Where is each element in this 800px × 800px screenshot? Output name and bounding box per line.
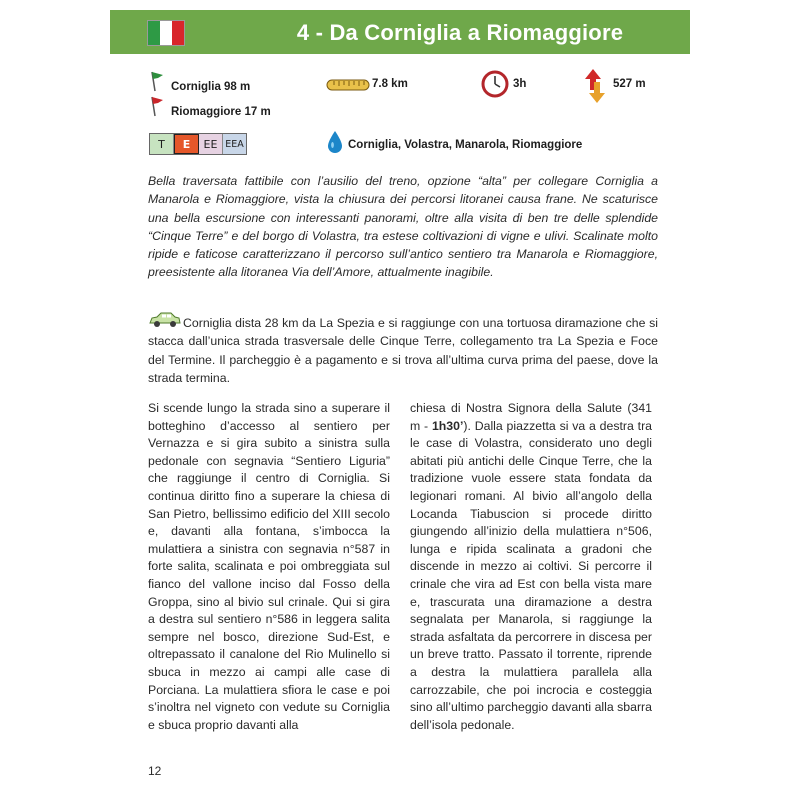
- end-point: Riomaggiore 17 m: [171, 106, 271, 118]
- chapter-title: 4 - Da Corniglia a Riomaggiore: [296, 20, 624, 45]
- walking-time: 3h: [513, 78, 527, 90]
- route-text-column-2: [410, 400, 652, 734]
- chapter-header: [110, 10, 690, 54]
- ruler-icon: [326, 78, 370, 92]
- difficulty-ee: EE: [199, 134, 223, 154]
- elevation-gain: 527 m: [613, 78, 646, 90]
- route-text-col2-part1: chiesa di Nostra Signora della Salute (341 m -: [410, 401, 652, 433]
- red-flag-icon: [148, 95, 166, 117]
- water-drop-icon: [327, 130, 343, 154]
- access-paragraph: Corniglia dista 28 km da La Spezia e si raggiunge con una tortuosa diramazione che si stacca dall’unica strada trasversale delle Cinque Terre, collegamento tra La Spezia e Foce del Termine. Il parcheggio è a pagamento e si trova all’ultima curva prima del paese, dove la strada termina.: [148, 316, 658, 385]
- difficulty-eea: EEA: [223, 134, 246, 154]
- green-flag-icon: [148, 70, 166, 92]
- water-points: Corniglia, Volastra, Manarola, Riomaggiore: [348, 139, 583, 151]
- page-number: 12: [148, 764, 162, 778]
- difficulty-e-active: E: [174, 134, 199, 154]
- route-text-column-1: Si scende lungo la strada sino a superare il botteghino d’accesso al sentiero per Vernazza e si gira subito a sinistra sulla pedonale con segnavia “Sentiero Liguria” che raggiunge il centro di Corniglia. Si continua diritto fino a superare la chiesa di San Pietro, bellissimo edificio del XIII secolo e, davanti alla fontana, s’imbocca la mulattiera a sinistra con segnavia n°587 in forte salita, scalinata e poi ombreggiata sul fianco del vallone inciso dal Fosso della Groppa, sino al bivio sul crinale. Qui si gira a destra sul sentiero n°586 in leggera salita sempre nel bosco, direzione Sud-Est, e oltrepassato il canalone del Rio Mulinello si sbuca in mezzo ai campi alle case di Porciana. La mulattiera sfiora le case e poi s’inoltra nel vigneto con vedute su Corniglia e sbuca proprio davanti alla: [148, 401, 390, 732]
- difficulty-scale: [149, 133, 247, 155]
- intermediate-time: 1h30’: [431, 418, 464, 433]
- italy-flag-icon: [147, 20, 185, 46]
- difficulty-t: T: [150, 134, 174, 154]
- clock-icon: [481, 70, 509, 98]
- route-text-col2-part2: ). Dalla piazzetta si va a destra tra le case di Volastra, considerato uno degli abitati più antichi delle Cinque Terre, che la tradizione vuole essere stata fondata da legionari romani. Al bivio all’angolo della Locanda Tiabuscion si procede diritto giungendo all’inizio della mulattiera n°506, lunga e ripida scalinata a gradoni che discende in mezzo ai coltivi. Si percorre il crinale che vira ad Est con bella vista mare e, trascurata una diramazione a destra segnalata per Manarola, si raggiunge la strada asfaltata da percorrere in discesa per un breve tratto. Passato il torrente, riprende a destra la mulattiera parallela alla carrozzabile, che poi incrocia e costeggia sino all’ultimo parcheggio davanti alla sbarra dell’isola pedonale.: [410, 418, 653, 732]
- start-point: Corniglia 98 m: [171, 81, 251, 93]
- elevation-arrows-icon: [584, 68, 606, 104]
- intro-paragraph: Bella traversata fattibile con l’ausilio del treno, opzione “alta” per collegare Corniglia a Manarola e Riomaggiore, vista la chiusura dei percorsi litoranei causa frane. Ne scaturisce una bella escursione con interessanti panorami, oltre alla visita di ben tre delle splendide “Cinque Terre” e del borgo di Volastra, tra estese coltivazioni di vigne e ulivi. Scalinate molto ripide e faticose caratterizzano il percorso sull’antico sentiero tra Manarola e Riomaggiore, preesistente alla litoranea Via dell’Amore, attualmente inagibile.: [148, 174, 658, 280]
- distance: 7.8 km: [372, 78, 408, 90]
